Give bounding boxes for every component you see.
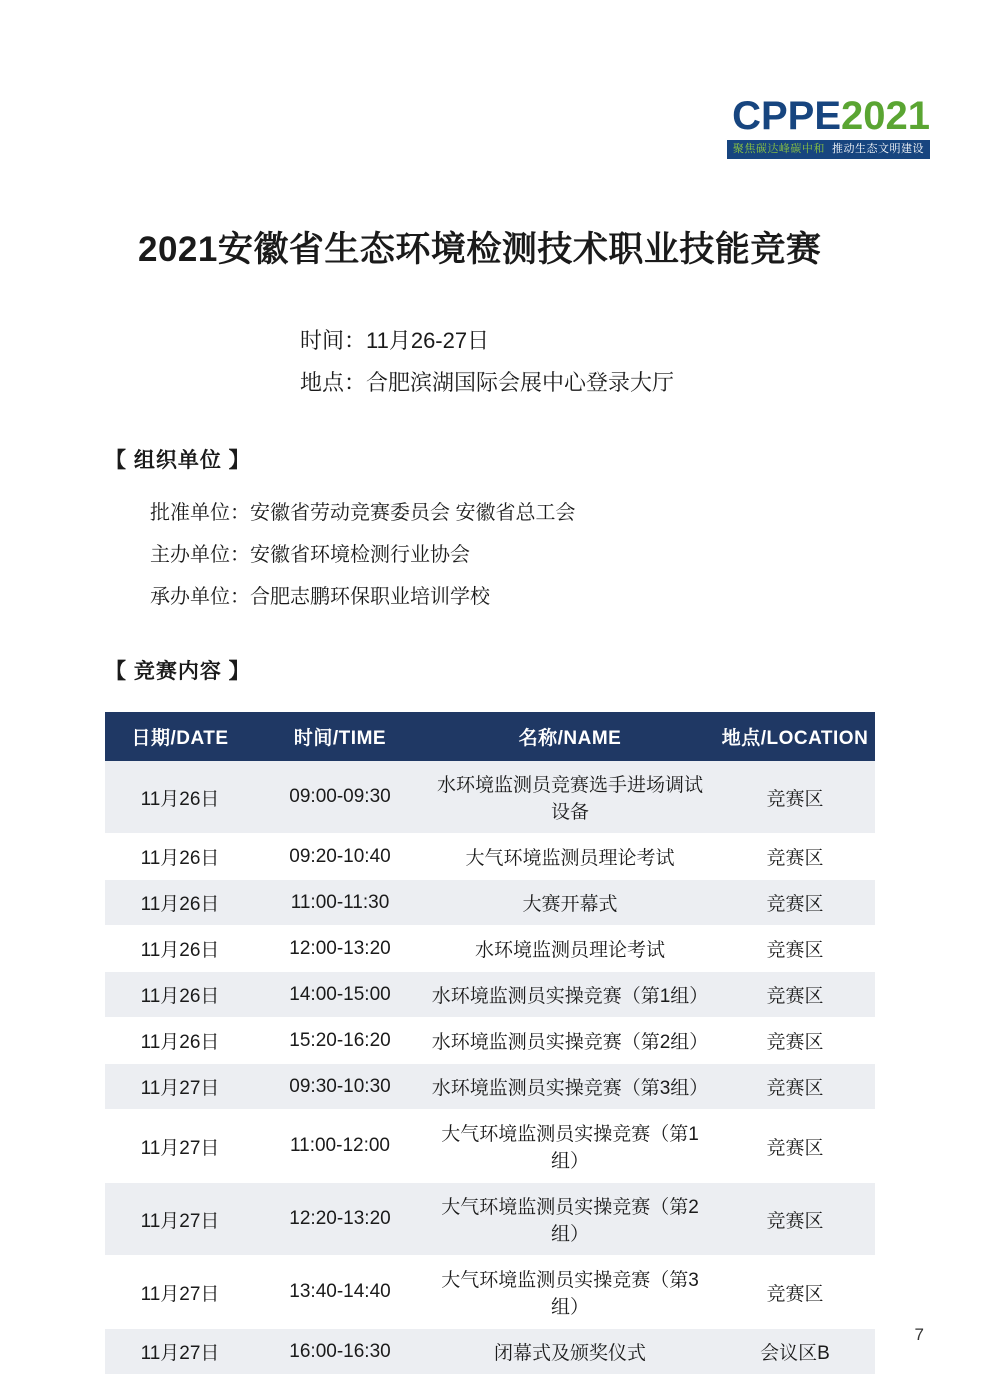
- cell-date: 11月26日: [105, 761, 255, 834]
- cell-date: 11月27日: [105, 1064, 255, 1110]
- organizer-line: 承办单位：合肥志鹏环保职业培训学校: [150, 586, 490, 608]
- cell-location: 会议区B: [715, 1329, 875, 1375]
- page-title: 2021安徽省生态环境检测技术职业技能竞赛: [138, 230, 822, 269]
- table-row: [105, 834, 875, 880]
- cell-time: 09:00-09:30: [255, 761, 425, 834]
- cell-date: 11月26日: [105, 926, 255, 972]
- logo-year-text: 2021: [841, 94, 930, 138]
- cell-name: 水环境监测员实操竞赛（第3组）: [425, 1064, 715, 1110]
- cell-name: 水环境监测员实操竞赛（第1组）: [425, 972, 715, 1018]
- cell-name: 大气环境监测员实操竞赛（第1组）: [425, 1110, 715, 1183]
- table-row: [105, 880, 875, 926]
- cell-time: 11:00-11:30: [255, 880, 425, 926]
- cell-time: 12:20-13:20: [255, 1183, 425, 1256]
- table-row: [105, 1064, 875, 1110]
- cell-name: 水环境监测员理论考试: [425, 926, 715, 972]
- cell-date: 11月26日: [105, 880, 255, 926]
- cell-location: 竞赛区: [715, 1110, 875, 1183]
- cell-location: 竞赛区: [715, 972, 875, 1018]
- table-header-row: [105, 712, 875, 761]
- column-header-time: 时间/TIME: [255, 712, 425, 761]
- cell-date: 11月27日: [105, 1183, 255, 1256]
- cell-date: 11月26日: [105, 972, 255, 1018]
- cell-location: 竞赛区: [715, 834, 875, 880]
- cell-location: 竞赛区: [715, 1018, 875, 1064]
- cell-location: 竞赛区: [715, 1256, 875, 1329]
- event-place: 地点：合肥滨湖国际会展中心登录大厅: [300, 369, 675, 395]
- cell-date: 11月27日: [105, 1110, 255, 1183]
- cell-location: 竞赛区: [715, 880, 875, 926]
- logo-tagline-part1: 聚焦碳达峰碳中和: [732, 143, 825, 155]
- cell-time: 09:20-10:40: [255, 834, 425, 880]
- cell-time: 09:30-10:30: [255, 1064, 425, 1110]
- cell-time: 12:00-13:20: [255, 926, 425, 972]
- cell-date: 11月27日: [105, 1256, 255, 1329]
- column-header-location: 地点/LOCATION: [715, 712, 875, 761]
- cell-location: 竞赛区: [715, 926, 875, 972]
- organizers-heading: 【 组织单位 】: [105, 449, 251, 472]
- table-row: [105, 1329, 875, 1375]
- table-row: [105, 1256, 875, 1329]
- cell-name: 大赛开幕式: [425, 880, 715, 926]
- cell-time: 15:20-16:20: [255, 1018, 425, 1064]
- organizers-list: [150, 492, 576, 618]
- cell-date: 11月26日: [105, 834, 255, 880]
- organizer-line: 批准单位：安徽省劳动竞赛委员会 安徽省总工会: [150, 502, 576, 524]
- schedule-table: [105, 712, 875, 1375]
- cell-location: 竞赛区: [715, 761, 875, 834]
- cell-name: 水环境监测员实操竞赛（第2组）: [425, 1018, 715, 1064]
- cell-name: 闭幕式及颁奖仪式: [425, 1329, 715, 1375]
- event-meta: [300, 320, 674, 404]
- event-time: 时间：11月26-27日: [300, 328, 490, 353]
- table-row: [105, 926, 875, 972]
- logo-tagline: [727, 140, 930, 159]
- cell-time: 16:00-16:30: [255, 1329, 425, 1375]
- cell-date: 11月26日: [105, 1018, 255, 1064]
- logo-tagline-part2: 推动生态文明建设: [832, 143, 924, 155]
- organizer-line: 主办单位：安徽省环境检测行业协会: [150, 544, 470, 566]
- column-header-name: 名称/NAME: [425, 712, 715, 761]
- column-header-date: 日期/DATE: [105, 712, 255, 761]
- cell-name: 水环境监测员竞赛选手进场调试设备: [425, 761, 715, 834]
- cell-date: 11月27日: [105, 1329, 255, 1375]
- table-row: [105, 1183, 875, 1256]
- logo-wordmark: [670, 96, 930, 136]
- cell-time: 11:00-12:00: [255, 1110, 425, 1183]
- table-row: [105, 761, 875, 834]
- table-row: [105, 972, 875, 1018]
- cell-time: 13:40-14:40: [255, 1256, 425, 1329]
- table-row: [105, 1018, 875, 1064]
- cell-name: 大气环境监测员实操竞赛（第3组）: [425, 1256, 715, 1329]
- brand-logo: [670, 96, 930, 159]
- cell-location: 竞赛区: [715, 1064, 875, 1110]
- page-number: 7: [914, 1325, 924, 1344]
- schedule-heading: 【 竞赛内容 】: [105, 660, 251, 683]
- cell-name: 大气环境监测员理论考试: [425, 834, 715, 880]
- logo-brand-text: CPPE: [732, 94, 842, 138]
- cell-name: 大气环境监测员实操竞赛（第2组）: [425, 1183, 715, 1256]
- cell-time: 14:00-15:00: [255, 972, 425, 1018]
- cell-location: 竞赛区: [715, 1183, 875, 1256]
- table-row: [105, 1110, 875, 1183]
